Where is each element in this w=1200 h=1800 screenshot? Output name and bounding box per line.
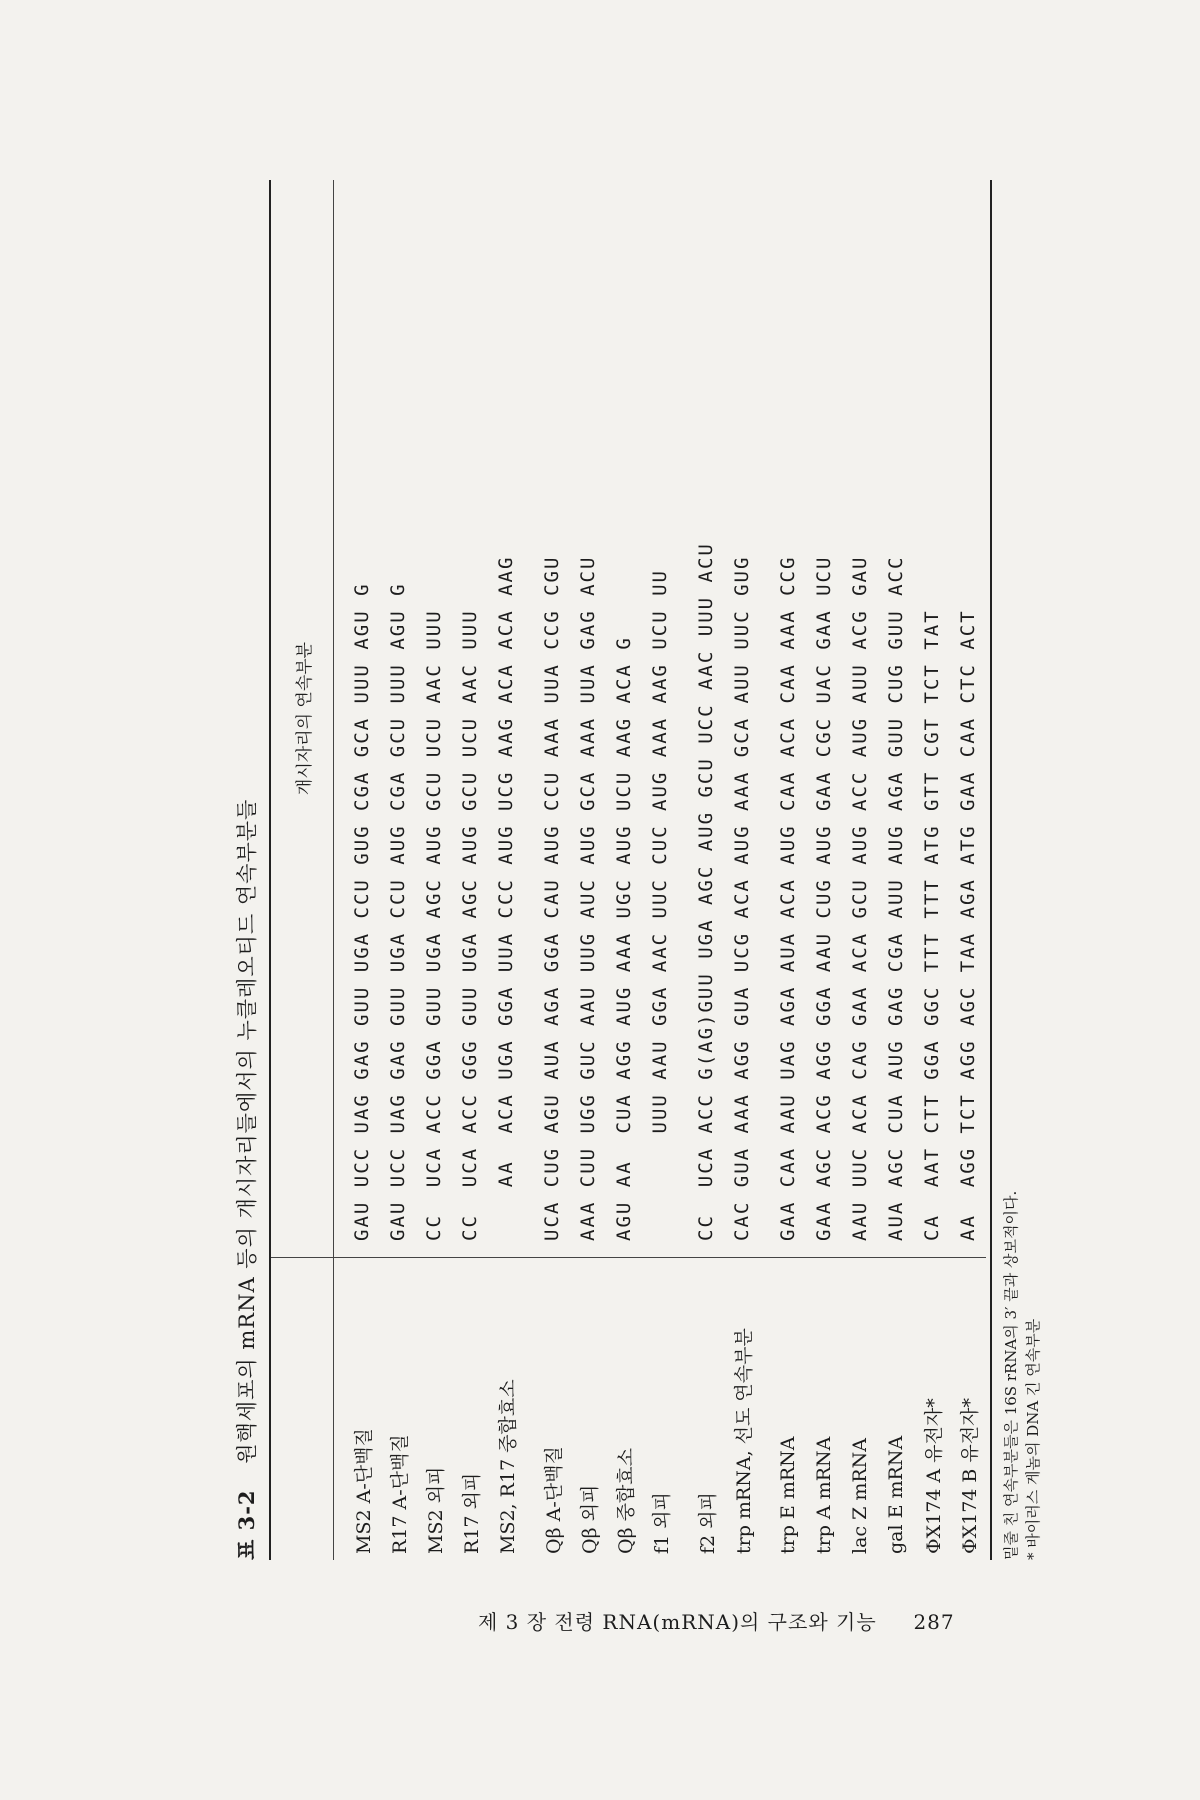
table-row (724, 180, 760, 1560)
table-row (524, 180, 570, 1560)
gene-name: lac Z mRNA (842, 1258, 878, 1561)
sequence-table (271, 180, 986, 1560)
gene-name: MS2, R17 중합효소 (488, 1258, 524, 1561)
start-site-sequence: CC UCA ACC GGA GUU UGA AGC AUG GCU UCU AAC UUU (423, 609, 445, 1241)
start-site-sequence: AAA CUU UGG GUC AAU UUG AUC AUG GCA AAA UUA GAG ACU (577, 555, 599, 1241)
table-row (416, 180, 452, 1560)
table-number: 표 3-2 (234, 1489, 259, 1560)
table-row (642, 180, 678, 1560)
table-row (334, 180, 381, 1560)
start-site-sequence: UUU AAU GGA AAC UUC CUC AUG AAA AAG UCU UU (649, 569, 671, 1241)
start-site-sequence: AUA AGC CUA AUG GAG CGA AUU AUG AGA GUU CUG GUU ACC (885, 555, 907, 1241)
gene-name: Qβ 중합효소 (606, 1258, 642, 1561)
chapter-title: 제 3 장 전령 RNA(mRNA)의 구조와 기능 (478, 1610, 877, 1634)
footnote-virus-dna: * 바이러스 게놈의 DNA 긴 연속부분 (1024, 1318, 1042, 1560)
table-row (878, 180, 914, 1560)
start-site-sequence: AAU UUC ACA CAG GAA ACA GCU AUG ACC AUG AUU ACG GAU (849, 555, 871, 1241)
table-header-row (271, 180, 334, 1560)
gene-name: MS2 외피 (416, 1258, 452, 1561)
gene-name: trp mRNA, 선도 연속부분 (724, 1258, 760, 1561)
start-site-sequence: AA ACA UGA GGA UUA CCC AUG UCG AAG ACA ACA AAG (495, 555, 517, 1241)
start-site-sequence: CA AAT CTT GGA GGC TTT TTT ATG GTT CGT TCT TAT (921, 609, 943, 1241)
table-body (334, 180, 987, 1560)
table-row (606, 180, 642, 1560)
start-site-sequence: CAC GUA AAA AGG GUA UCG ACA AUG AAA GCA AUU UUC GUG (731, 555, 753, 1241)
gene-name: gal E mRNA (878, 1258, 914, 1561)
gene-name: R17 A-단백질 (380, 1258, 416, 1561)
start-site-sequence: GAU UCC UAG GAG GUU UGA CCU GUG CGA GCA UUU AGU G (351, 582, 373, 1241)
footnote-underline: 밑줄 친 연속부분들은 16S rRNA의 3′ 끝과 상보적이다. (1002, 1190, 1020, 1560)
gene-name: trp E mRNA (760, 1258, 806, 1561)
start-site-sequence: GAU UCC UAG GAG GUU UGA CCU AUG CGA GCU UUU AGU G (387, 582, 409, 1241)
table-row (950, 180, 986, 1560)
rotated-table-block (225, 180, 1042, 1560)
table-row (842, 180, 878, 1560)
bottom-rule (990, 180, 992, 1560)
gene-name: ΦX174 A 유전자* (914, 1258, 950, 1561)
table-row (488, 180, 524, 1560)
table-caption (225, 180, 269, 1560)
header-gene (271, 1258, 334, 1561)
gene-name: f2 외피 (678, 1258, 724, 1561)
gene-name: MS2 A-단백질 (334, 1258, 381, 1561)
table-row (678, 180, 724, 1560)
gene-name: Qβ 외피 (570, 1258, 606, 1561)
table-row (570, 180, 606, 1560)
gene-name: ΦX174 B 유전자* (950, 1258, 986, 1561)
footnotes (1000, 180, 1044, 1560)
start-site-sequence: CC UCA ACC GGG GUU UGA AGC AUG GCU UCU AAC UUU (459, 609, 481, 1241)
table-title: 원핵세포의 mRNA 등의 개시자리들에서의 누클레오티드 연속부분들 (235, 798, 259, 1464)
table-row (452, 180, 488, 1560)
table-row (806, 180, 842, 1560)
start-site-sequence: CC UCA ACC G(AG)GUU UGA AGC AUG GCU UCC AAC UUU ACU (695, 542, 717, 1241)
start-site-sequence: UCA CUG AGU AUA AGA GGA CAU AUG CCU AAA UUA CCG CGU (541, 555, 563, 1241)
gene-name: trp A mRNA (806, 1258, 842, 1561)
page-footer (478, 1606, 955, 1635)
start-site-sequence: AGU AA CUA AGG AUG AAA UGC AUG UCU AAG ACA G (613, 636, 635, 1241)
gene-name: Qβ A-단백질 (524, 1258, 570, 1561)
table-row (380, 180, 416, 1560)
page-number: 287 (913, 1610, 955, 1634)
start-site-sequence: AA AGG TCT AGG AGC TAA AGA ATG GAA CAA CTC ACT (957, 609, 979, 1241)
gene-name: f1 외피 (642, 1258, 678, 1561)
gene-name: R17 외피 (452, 1258, 488, 1561)
table-row (914, 180, 950, 1560)
table-row (760, 180, 806, 1560)
start-site-sequence: GAA CAA AAU UAG AGA AUA ACA AUG CAA ACA CAA AAA CCG (777, 555, 799, 1241)
start-site-sequence: GAA AGC ACG AGG GGA AAU CUG AUG GAA CGC UAC GAA UCU (813, 555, 835, 1241)
header-sequence: 개시자리의 연속부분 (271, 180, 334, 1258)
